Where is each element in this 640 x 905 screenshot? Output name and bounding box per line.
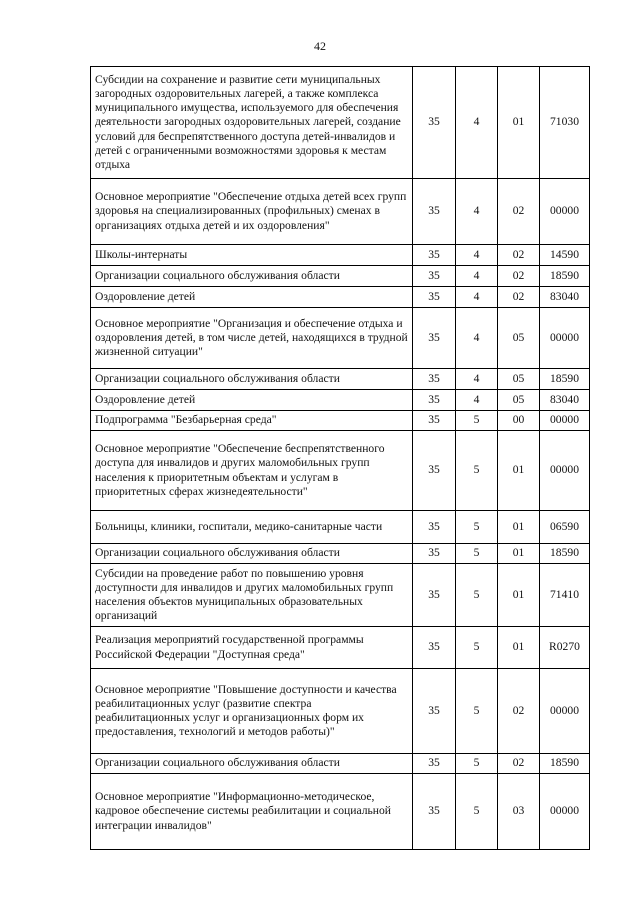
- row-code-2: 4: [456, 308, 498, 369]
- row-code-3: 03: [498, 774, 540, 850]
- table-row: [91, 266, 590, 287]
- row-code-3: 01: [498, 564, 540, 627]
- row-code-3: 00: [498, 411, 540, 431]
- table-row: [91, 511, 590, 544]
- row-code-3: 05: [498, 390, 540, 411]
- row-name: Подпрограмма "Безбарьерная среда": [91, 411, 413, 431]
- row-code-1: 35: [413, 266, 456, 287]
- row-code-3: 01: [498, 544, 540, 564]
- row-code-1: 35: [413, 754, 456, 774]
- table-row: [91, 411, 590, 431]
- table-row: [91, 390, 590, 411]
- row-name: Реализация мероприятий государственной программы Российской Федерации "Доступная среда": [91, 627, 413, 669]
- row-code-2: 5: [456, 511, 498, 544]
- table-row: [91, 245, 590, 266]
- page-number: 42: [314, 39, 326, 53]
- row-code-1: 35: [413, 67, 456, 179]
- row-code-3: 05: [498, 308, 540, 369]
- row-code-3: 01: [498, 511, 540, 544]
- table-row: [91, 774, 590, 850]
- row-code-4: 06590: [540, 511, 590, 544]
- row-code-4: 71410: [540, 564, 590, 627]
- row-code-3: 05: [498, 369, 540, 390]
- row-name: Основное мероприятие "Повышение доступности и качества реабилитационных услуг (развитие спектра реабилитационных услуг и организационных форм их предоставления, технологий и методов работы)": [91, 669, 413, 754]
- row-code-2: 4: [456, 245, 498, 266]
- row-code-4: 00000: [540, 774, 590, 850]
- row-code-4: 00000: [540, 308, 590, 369]
- row-code-2: 4: [456, 390, 498, 411]
- row-code-3: 01: [498, 67, 540, 179]
- row-code-4: 83040: [540, 287, 590, 308]
- row-code-1: 35: [413, 774, 456, 850]
- row-code-2: 5: [456, 774, 498, 850]
- row-code-2: 5: [456, 754, 498, 774]
- row-code-4: 00000: [540, 411, 590, 431]
- row-code-4: 00000: [540, 669, 590, 754]
- row-code-4: 18590: [540, 754, 590, 774]
- row-code-2: 5: [456, 544, 498, 564]
- row-code-1: 35: [413, 411, 456, 431]
- row-code-2: 5: [456, 431, 498, 511]
- row-code-1: 35: [413, 287, 456, 308]
- row-code-2: 5: [456, 411, 498, 431]
- row-code-4: 18590: [540, 266, 590, 287]
- row-code-1: 35: [413, 669, 456, 754]
- row-code-4: 71030: [540, 67, 590, 179]
- budget-table: [90, 66, 590, 850]
- row-name: Школы-интернаты: [91, 245, 413, 266]
- row-code-3: 02: [498, 266, 540, 287]
- table-row: [91, 179, 590, 245]
- row-code-2: 4: [456, 287, 498, 308]
- row-code-2: 4: [456, 179, 498, 245]
- row-code-1: 35: [413, 245, 456, 266]
- row-code-1: 35: [413, 511, 456, 544]
- row-code-4: 00000: [540, 431, 590, 511]
- row-name: Организации социального обслуживания области: [91, 544, 413, 564]
- row-name: Организации социального обслуживания области: [91, 754, 413, 774]
- row-code-2: 5: [456, 627, 498, 669]
- table-row: [91, 627, 590, 669]
- table-row: [91, 308, 590, 369]
- row-code-3: 02: [498, 245, 540, 266]
- row-code-3: 02: [498, 179, 540, 245]
- row-code-4: 00000: [540, 179, 590, 245]
- row-code-2: 4: [456, 369, 498, 390]
- row-name: Больницы, клиники, госпитали, медико-санитарные части: [91, 511, 413, 544]
- table-row: [91, 754, 590, 774]
- row-code-1: 35: [413, 369, 456, 390]
- table-row: [91, 369, 590, 390]
- row-name: Организации социального обслуживания области: [91, 369, 413, 390]
- row-name: Оздоровление детей: [91, 390, 413, 411]
- row-name: Основное мероприятие "Обеспечение беспрепятственного доступа для инвалидов и других маломобильных групп населения к приоритетным объектам и услугам в приоритетных сферах жизнедеятельности": [91, 431, 413, 511]
- row-name: Основное мероприятие "Информационно-методическое, кадровое обеспечение системы реабилитации и социальной интеграции инвалидов": [91, 774, 413, 850]
- row-code-1: 35: [413, 627, 456, 669]
- row-code-3: 01: [498, 627, 540, 669]
- row-code-1: 35: [413, 431, 456, 511]
- row-name: Основное мероприятие "Обеспечение отдыха детей всех групп здоровья на специализированных (профильных) сменах в организациях отдыха детей и их оздоровления": [91, 179, 413, 245]
- row-code-3: 02: [498, 754, 540, 774]
- row-code-1: 35: [413, 390, 456, 411]
- row-code-1: 35: [413, 564, 456, 627]
- row-name: Основное мероприятие "Организация и обеспечение отдыха и оздоровления детей, в том числе детей, находящихся в трудной жизненной ситуации": [91, 308, 413, 369]
- row-code-2: 5: [456, 564, 498, 627]
- table-row: [91, 669, 590, 754]
- row-code-1: 35: [413, 544, 456, 564]
- row-code-3: 02: [498, 287, 540, 308]
- table-row: [91, 287, 590, 308]
- table-row: [91, 67, 590, 179]
- table-row: [91, 431, 590, 511]
- row-code-4: 18590: [540, 544, 590, 564]
- row-code-3: 02: [498, 669, 540, 754]
- table-row: [91, 564, 590, 627]
- table-row: [91, 544, 590, 564]
- row-name: Субсидии на проведение работ по повышению уровня доступности для инвалидов и других маломобильных групп населения объектов муниципальных образовательных организаций: [91, 564, 413, 627]
- row-code-2: 5: [456, 669, 498, 754]
- row-code-2: 4: [456, 266, 498, 287]
- row-code-2: 4: [456, 67, 498, 179]
- row-code-1: 35: [413, 179, 456, 245]
- row-code-4: R0270: [540, 627, 590, 669]
- row-name: Оздоровление детей: [91, 287, 413, 308]
- row-code-4: 83040: [540, 390, 590, 411]
- row-code-4: 14590: [540, 245, 590, 266]
- row-code-4: 18590: [540, 369, 590, 390]
- row-code-3: 01: [498, 431, 540, 511]
- row-name: Субсидии на сохранение и развитие сети муниципальных загородных оздоровительных лагерей, а также комплекса муниципального имущества, используемого для обеспечения деятельности загородных оздоровительных лагерей, создание условий для беспрепятственного доступа детей-инвалидов и детей с ограниченными возможностями здоровья к местам отдыха: [91, 67, 413, 179]
- row-name: Организации социального обслуживания области: [91, 266, 413, 287]
- row-code-1: 35: [413, 308, 456, 369]
